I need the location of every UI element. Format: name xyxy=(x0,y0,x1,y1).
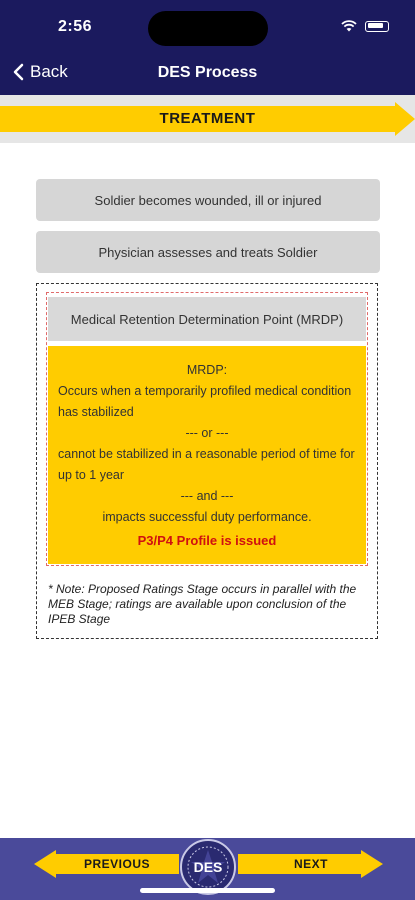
page-title: DES Process xyxy=(157,64,258,81)
next-label: NEXT xyxy=(294,857,329,871)
back-label: Back xyxy=(30,62,68,81)
mrdp-line-1: Occurs when a temporarily profiled medical condition has stabilized xyxy=(58,384,352,419)
status-icons xyxy=(341,20,389,32)
status-time: 2:56 xyxy=(58,18,93,35)
previous-label: PREVIOUS xyxy=(84,857,151,871)
mrdp-line-3: impacts successful duty performance. xyxy=(102,510,312,524)
des-logo-text: DES xyxy=(193,859,223,875)
dynamic-island xyxy=(148,11,268,46)
stage-label: TREATMENT xyxy=(159,110,256,127)
mrdp-and-separator: --- and --- xyxy=(180,489,234,503)
wifi-icon xyxy=(341,20,357,32)
battery-icon xyxy=(365,21,389,32)
step-wounded[interactable]: Soldier becomes wounded, ill or injured xyxy=(36,179,380,221)
step-physician[interactable]: Physician assesses and treats Soldier xyxy=(36,231,380,273)
note-text: * Note: Proposed Ratings Stage occurs in parallel with the MEB Stage; ratings are available upon conclusion of the IPEB Stage xyxy=(48,582,357,626)
profile-issued-text: P3/P4 Profile is issued xyxy=(137,533,277,548)
mrdp-line-2: cannot be stabilized in a reasonable period of time for up to 1 year xyxy=(58,447,355,482)
mrdp-details xyxy=(48,346,366,564)
mrdp-title-box[interactable]: Medical Retention Determination Point (MRDP) xyxy=(48,297,366,341)
mrdp-or-separator: --- or --- xyxy=(185,426,229,440)
home-indicator xyxy=(140,888,275,893)
mrdp-heading: MRDP: xyxy=(186,363,228,377)
